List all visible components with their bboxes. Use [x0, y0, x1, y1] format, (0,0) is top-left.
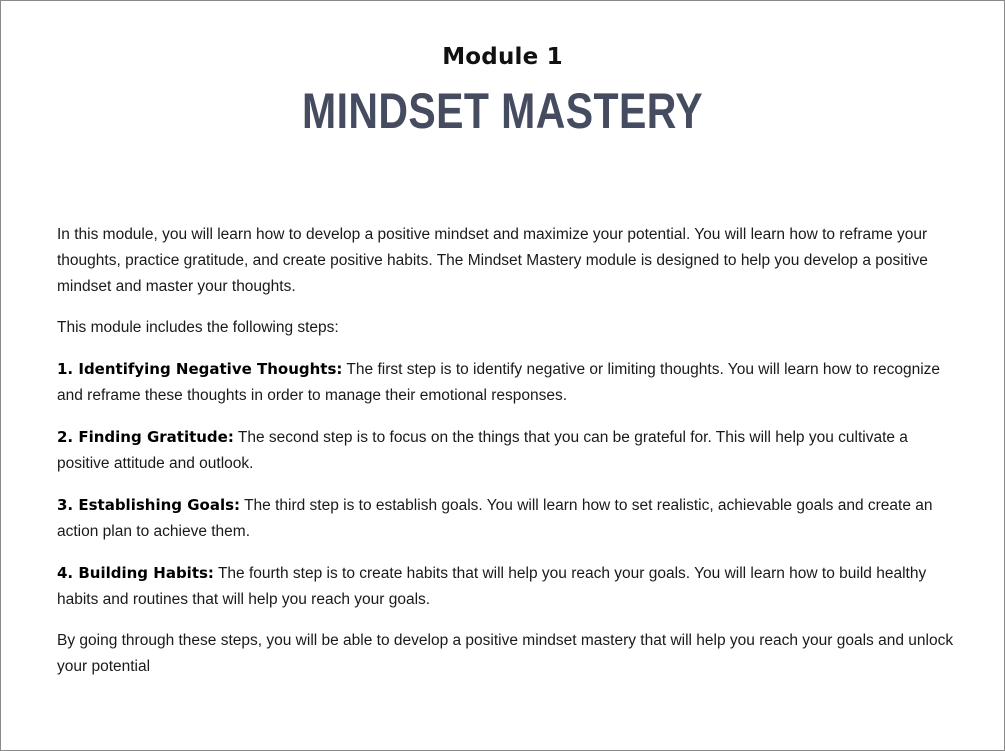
step-title: 4. Building Habits:: [57, 564, 214, 582]
page-title: MINDSET MASTERY: [302, 83, 703, 139]
step-title: 2. Finding Gratitude:: [57, 428, 234, 446]
step-title: 1. Identifying Negative Thoughts:: [57, 360, 343, 378]
intro-paragraph: In this module, you will learn how to develop a positive mindset and maximize your potential. You will learn how to reframe your thoughts, practice gratitude, and create positive habits. The Mindset Mastery module is designed to help you develop a positive mindset and master your thoughts.: [57, 226, 928, 295]
step-paragraph-1: [57, 356, 957, 409]
step-text: The fourth step is to create habits that will help you reach your goals. You will learn how to build healthy habits and routines that will help you reach your goals.: [57, 565, 927, 608]
step-paragraph-3: [57, 492, 957, 545]
step-title: 3. Establishing Goals:: [57, 496, 241, 514]
step-paragraph-4: [57, 560, 957, 613]
steps-intro: This module includes the following steps:: [57, 319, 339, 336]
step-text: The first step is to identify negative or limiting thoughts. You will learn how to recognize and reframe these thoughts in order to manage their emotional responses.: [57, 361, 941, 404]
module-content: [57, 222, 957, 695]
conclusion-paragraph: By going through these steps, you will be able to develop a positive mindset mastery that will help you reach your goals and unlock your potential: [57, 632, 954, 675]
step-text: The second step is to focus on the things that you can be grateful for. This will help you cultivate a positive attitude and outlook.: [57, 429, 908, 472]
step-text: The third step is to establish goals. You will learn how to set realistic, achievable goals and create an action plan to achieve them.: [57, 497, 933, 540]
module-label: Module 1: [442, 44, 563, 70]
step-paragraph-2: [57, 424, 957, 477]
